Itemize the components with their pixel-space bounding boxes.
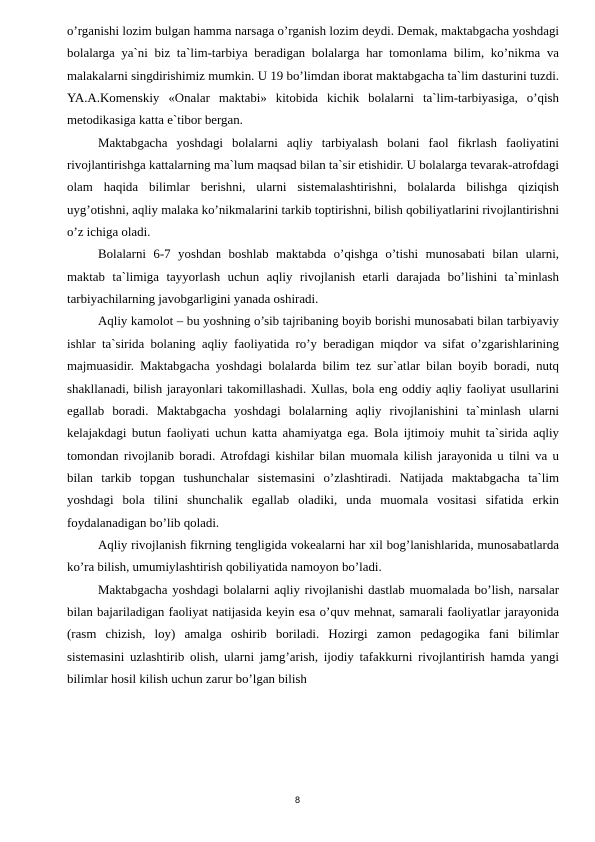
paragraph-mental-maturity: Aqliy kamolot – bu yoshning o’sib tajribaning boyib borishi munosabati bilan tarbiyaviy ishlar ta`sirida bolaning aqliy faoliyatida ro’y beradigan miqdor va sifat o’zgarishlarining majmuasidir. Maktabgacha yoshdagi bolalarda bilim tez sur`atlar bilan boyib boradi, nutq shakllanadi, bilish jarayonlari takomillashadi. Xullas, bola eng oddiy aqliy faoliyat usullarini egallab boradi. Maktabgacha yoshdagi bolalarning aqliy rivojlanishini ta`minlash ularni kelajakdagi butun faoliyati uchun katta ahamiyatga ega. Bola ijtimoiy muhit ta`sirida aqliy tomondan rivojlanib boradi. Atrofdagi kishilar bilan muomala kilish jarayonida u tilni va u bilan tarkib topgan tushunchalar sistemasini o’zlashtiradi. Natijada maktabgacha ta`lim yoshdagi bola tilini shunchalik egallab oladiki, unda muomala vositasi sifatida erkin foydalanadigan bo’lib qoladi.: [67, 314, 559, 530]
paragraph-mental-development: Aqliy rivojlanish fikrning tengligida vokealarni har xil bog’lanishlarida, munosabatlarda ko’ra bilish, umumiylashtirish qobiliyatida namoyon bo’ladi.: [67, 537, 559, 575]
paragraph-mental-upbringing: Maktabgacha yoshdagi bolalarni aqliy tarbiyalash bolani faol fikrlash faoliyatini rivojlantirishga kattalarning ma`lum maqsad bilan ta`sir etishidir. U bolalarga tevarak-atrofdagi olam haqida bilimlar berishni, ularni sistemalashtirishni, bolalarda bilishga qiziqish uyg’otishni, aqliy malaka ko’nikmalarini tarkib toptirishni, bilish qobiliyatlarini rivojlantirishni o’z ichiga oladi.: [67, 135, 559, 240]
paragraph-continuation: o’rganishi lozim bulgan hamma narsaga o’rganish lozim deydi. Demak, maktabgacha yoshdagi bolalarga ya`ni biz ta`lim-tarbiya beradigan bolalarga har tomonlama bilim, ko’nikma va malakalarni singdirishimiz mumkin. U 19 bo’limdan iborat maktabgacha ta`lim dasturini tuzdi. YA.A.Komenskiy «Onalar maktabi» kitobida kichik bolalarni ta`lim-tarbiyasiga, o’qish metodikasiga katta e`tibor bergan.: [67, 24, 559, 128]
paragraph-school-readiness: Bolalarni 6-7 yoshdan boshlab maktabda o’qishga o’tishi munosabati bilan ularni, maktab ta`limiga tayyorlash uchun aqliy rivojlanish etarli darajada bo’lishini ta`minlash tarbiyachilarning javobgarligini yanada oshiradi.: [67, 247, 559, 307]
paragraph-preschool-development: Maktabgacha yoshdagi bolalarni aqliy rivojlanishi dastlab muomalada bo’lish, narsalar bilan bajariladigan faoliyat natijasida keyin esa o’quv mehnat, samarali faoliyatlar jarayonida (rasm chizish, loy) amalga oshirib boriladi. Hozirgi zamon pedagogika fani bilimlar sistemasini uzlashtirib olish, ularni jamg’arish, ijodiy tafakkurni rivojlantirish hamda yangi bilimlar hosil kilish uchun zarur bo’lgan bilish: [67, 582, 559, 686]
document-page: [67, 20, 559, 690]
page-number: 8: [294, 795, 300, 805]
